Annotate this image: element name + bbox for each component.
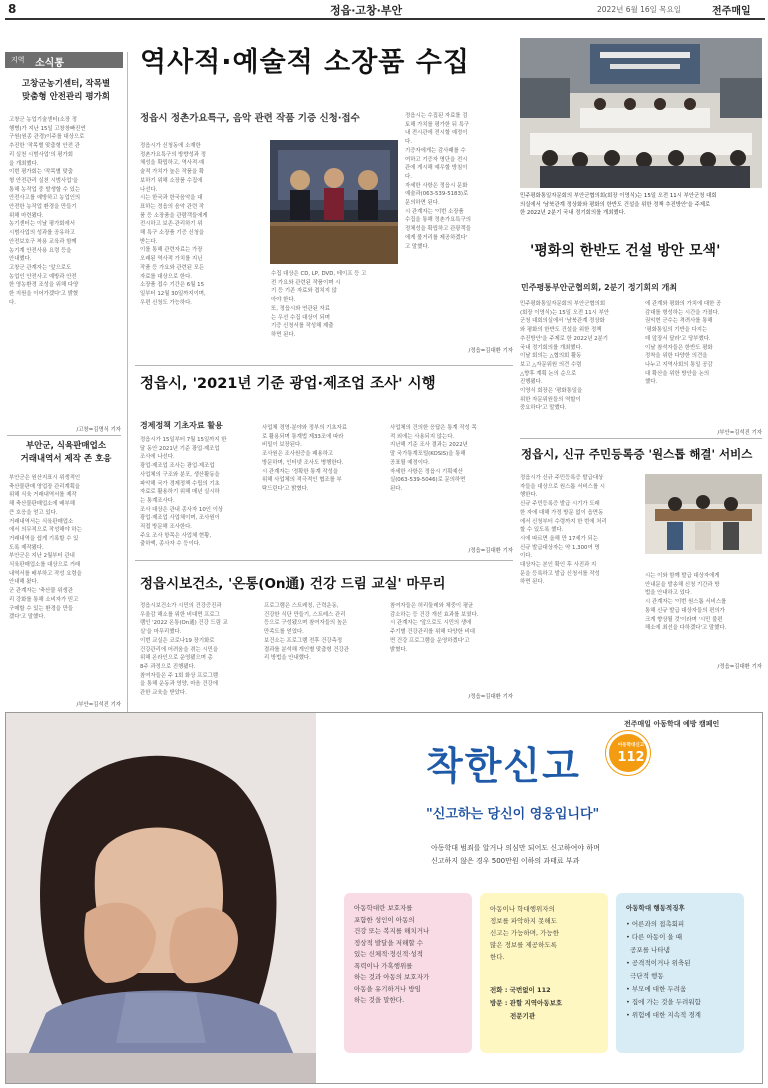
ad-box3-item-6: • 집에 가는 것을 두려워함 xyxy=(626,998,701,1006)
gochang-col2: 시는 이와 함께 발급 대상자에게 안내문을 발송해 신청 기간과 방 법을 안내하고 있다. 시 관계자는 '이번 원스톱 서비스를 통해 신규 발급 대상자들의 편의가 크게 향상될 것'이라며 '시민 불편 해소에 최선을 다하겠다'고 말했다. xyxy=(645,573,727,632)
ad-box3-item-0: • 어른과의 접촉회피 xyxy=(626,920,685,928)
sidebar xyxy=(5,52,125,712)
gochang-col1: 정읍시가 신규 주민등록증 발급대상 자들을 대상으로 원스톱 서비스를 시 행한다. 신규 주민등록증 발급 시기가 도래 한 자에 대해 가정 방문 없이 읍면동 에서 신청부터 수령까지 한 번에 처리 할 수 있도록 했다. 시에 따르면 올해 만 17세가 되는 신규 발급대상자는 약 1,300여 명 이다. 대상자는 본인 확인 후 사진과 지 문을 등록하고 발급 신청서를 작성 하면 된다. xyxy=(520,475,607,586)
peace-col2: 에 관계와 평화의 가치에 대한 공 감대를 형성하는 시간을 가졌다. 권익현 군수는 격려사를 통해 '평화통일의 기반을 다지는 데 앞장서 달라'고 당부했다. 이날 참석자들은 한반도 평화 정착을 위한 다양한 의견을 나누고 지역사회의 통일 공감 대 확산을 위한 방안을 논의 했다. xyxy=(645,301,722,386)
ad-box-report xyxy=(480,893,608,1053)
ad-box2-visit2: 전문기관 xyxy=(510,1012,536,1020)
ad-box3-item-4: 극단적 행동 xyxy=(626,972,664,980)
health-col2: 프로그램은 스트레칭, 근력운동, 건강한 식단 만들기, 스트레스 관리 등으로 구성됐으며 참여자들의 높은 만족도를 얻었다. 보건소는 프로그램 전후 건강측정 결과를 분석해 개인별 맞춤형 건강관 리 방법을 안내했다. xyxy=(264,603,349,662)
ad-top-note: 전주매일 아동학대 예방 캠페인 xyxy=(624,720,720,728)
survey-col1-title: 경제정책 기초자료 활용 xyxy=(140,421,223,430)
survey-divider xyxy=(135,365,513,366)
survey-byline: /정읍=김대환 기자 xyxy=(468,548,513,554)
ad-box3-item-7: • 위험에 대한 지속적 경계 xyxy=(626,1011,701,1019)
concert-photo xyxy=(270,140,398,264)
section-title: 정읍·고창·부안 xyxy=(330,4,403,17)
ad-box3-item-3: • 공격적이거나 위축된 xyxy=(626,959,691,967)
survey-headline: 정읍시, '2021년 기준 광업·제조업 조사' 시행 xyxy=(140,376,436,392)
sidebar-rule xyxy=(127,52,128,712)
health-byline: /정읍=김대환 기자 xyxy=(468,694,513,700)
ad-box3-item-1: • 다른 아동이 울 때 xyxy=(626,933,683,941)
ad-box3-item-2: 공포를 나타냄 xyxy=(626,946,670,954)
survey-col1: 정읍시가 15일부터 7월 15일까지 한 달 동안 2021년 기준 광업·제조업 조사에 나선다. 광업·제조업 조사는 광업·제조업 사업체의 구조와 분포, 생산활동을 파악해 국가 경제정책 수립의 기초 자료로 활용하기 위해 매년 실시하 는 통계조사다. 조사 대상은 관내 종사자 10인 이상 광업·제조업 사업체이며, 조사원이 직접 방문해 조사한다. 주요 조사 항목은 사업체 현황, 출하액, 종사자 수 등이다. xyxy=(140,437,227,548)
ad-box2-tel: 전화 : 국번없이 112 xyxy=(490,986,551,994)
ad-box1-text: 아동학대란 보호자를 포함한 성인이 아동의 건강 또는 복지를 해치거나 정상적 발달을 저해할 수 있는 신체적·정신적·성적 폭력이나 가혹행위를 하는 것과 아동의 보호자가 아동을 유기하거나 방임 하는 것을 말한다. xyxy=(354,904,430,1004)
meeting-photo xyxy=(520,38,762,188)
ad-frame xyxy=(5,712,763,1084)
ad-box3-item-5: • 부모에 대한 두려움 xyxy=(626,985,687,993)
ad-box3-title: 아동학대 행동적징후 xyxy=(626,904,685,912)
sidebar-item1-title: 고창군농기센터, 작목별 맞춤형 안전관리 평가회 xyxy=(21,79,111,102)
sidebar-label-box xyxy=(5,52,123,68)
photo-caption: 민주평화통일자문회의 부안군협의회(회장 이영식)는 15일 오전 11시 부안군청 대회 의실에서 '남북관계 정상화와 평화의 한반도 건설을 위한 정책 추진방안'을 주제로 한 2022년 2분기 국내 정기회의를 개최했다. xyxy=(520,193,717,217)
paper-name: 전주매일 xyxy=(712,6,751,17)
ad-box-signs xyxy=(616,893,744,1053)
ad-box2-visit1: 방문 : 관할 지역아동보호 xyxy=(490,999,563,1007)
survey-col2: 사업체 경영·분야와 정부의 기초자료 로 활용되며 통계법 제33조에 따라 비밀이 보장된다. 조사원은 조사원증을 패용하고 방문하며, 인터넷 조사도 병행한다. 시 관계자는 '정확한 통계 작성을 위해 사업체의 적극적인 협조를 부 탁드린다'고 밝혔다. xyxy=(262,425,347,492)
right-divider-1 xyxy=(520,438,762,439)
header-rule xyxy=(5,18,765,20)
ad-badge-number: 112 xyxy=(617,750,645,765)
main-col3: 정읍시는 수집된 자료를 검 토해 가치를 평가한 뒤 특구 내 전시관에 전시할 예정이 다. 기증자에게는 감사패를 수 여하고 기증자 명단을 전시 관에 게시해 예우할 방침이 다. 자세한 사항은 정읍시 문화 예술과(063-539-5183)로 문의하면 된다. 시 관계자는 '이번 소장품 수집을 통해 정촌가요특구의 정체성을 확립하고 관광객들 에게 볼거리를 제공하겠다' 고 말했다. xyxy=(405,113,471,250)
ad-badge-small: 아동학대신고 xyxy=(617,743,645,748)
ad-sub1: 아동학대 범죄를 알거나 의심만 되어도 신고하여야 하며 xyxy=(431,844,600,852)
sidebar-item1-byline: /고창=김명식 기자 xyxy=(76,427,121,433)
main-col1: 정읍시가 신청동에 소재한 정촌가요특구의 방향성과 정 체성을 확립하고, 역사적·예 술적 가치가 높은 작품을 확 보하기 위해 소장품 수집에 나선다. 시는 한국과 한국음악을 대 표하는 정읍의 음악 관련 작 품 등 소장품을 관람객들에게 전시하고 보존·관리하기 위 해 특구 소장품 기증 신청을 받는다. 이를 통해 관련자료는 가장 오래된 역사적 가치를 지닌 작품 등 가요와 관련된 모든 자료를 대상으로 한다. 소장품 접수 기간은 6월 15 일부터 12월 30일까지이며, 우편 신청도 가능하다. xyxy=(140,143,208,306)
sidebar-item2-title: 부안군, 식육판매업소 거래내역서 제작 존 호응 xyxy=(20,441,112,464)
page-header xyxy=(0,0,768,18)
ad-logo-text: 착한신고 xyxy=(426,744,581,788)
peace-byline: /부안=김석진 기자 xyxy=(717,430,762,436)
sidebar-box-title: 소식통 xyxy=(35,58,64,69)
main-subheadline: 정읍시 정촌가요특구, 음악 관련 작품 기증 신청·접수 xyxy=(140,113,360,124)
ad-badge xyxy=(606,731,650,775)
sidebar-item2-byline: /부안=김석진 기자 xyxy=(76,702,121,708)
peace-col1: 민주평화통일자문회의 부안군협의회 (회장 이영식)는 15일 오전 11시 부안 군청 대회의실에서 '남북관계 정상화 와 평화의 한반도 건설을 위한 정책 추진방안'을 주제로 한 2022년 2분기 국내 정기회의를 개최했다. 이날 회의는 △협의회 활동 보고 △자문위원 의견 수렴 △향후 계획 논의 순으로 진행됐다. 이영식 회장은 '평화통일을 위한 자문위원들의 역할이 중요하다'고 말했다. xyxy=(520,301,609,412)
main-headline: 역사적·예술적 소장품 수집 xyxy=(140,47,470,78)
ad-sub2: 신고하지 않은 경우 500만원 이하의 과태료 부과 xyxy=(431,857,580,865)
page-number: 8 xyxy=(8,2,17,16)
survey-col3: 사업체의 건의한 응답은 통계 작성 목 적 외에는 사용되지 않는다. 지난해 기준 조사 결과는 2022년 말 국가통계포털(KOSIS)을 통해 공표될 예정이다. 자세한 사항은 정읍시 기획예산 실(063-539-5046)로 문의하면 된다. xyxy=(390,425,477,492)
peace-headline: '평화의 한반도 건설 방안 모색' xyxy=(530,243,721,259)
gochang-photo xyxy=(645,474,762,554)
ad-slogan: "신고하는 당신이 영웅입니다" xyxy=(426,807,600,822)
ad-box-definition xyxy=(344,893,472,1053)
health-col1: 정읍시보건소가 시민의 건강증진과 우울감 해소를 위한 비대면 프로그 램인 '2022 온통(On通) 건강 드림 교 실'을 마무리했다. 이번 교실은 코로나19 장기화로 건강관리에 어려움을 겪는 시민을 위해 온라인으로 운영됐으며 총 8주 과정으로 진행됐다. 참여자들은 주 1회 화상 프로그램 을 통해 운동과 영양, 마음 건강에 관한 교육을 받았다. xyxy=(140,603,228,697)
gochang-byline: /정읍=김대환 기자 xyxy=(717,664,762,670)
health-headline: 정읍시보건소, '온통(On通) 건강 드림 교실' 마무리 xyxy=(140,576,446,592)
peace-subheadline: 민주평통부안군협의회, 2분기 정기회의 개최 xyxy=(521,283,678,292)
ad-box2-body: 아동이나 학대행위자의 정보를 파악하지 못해도 신고는 가능하며, 가능한 많은 정보를 제공하도록 한다. xyxy=(490,905,559,961)
issue-date: 2022년 6월 16일 목요일 xyxy=(597,5,682,14)
gochang-headline: 정읍시, 신규 주민등록증 '원스톱 해결' 서비스 xyxy=(521,447,753,461)
sidebar-label: 지역 xyxy=(11,56,25,64)
main-byline: /정읍=김대환 기자 xyxy=(468,348,513,354)
sidebar-divider xyxy=(7,435,121,436)
sidebar-item1-body: 고창군 농업기술센터(소장 정 행병)가 지난 15일 고창창빠진연 구원(원종 관경)이주를 대상으로 추진한 '작목별 맞춤형 안전 관 리 실천 시범사업'의 평가회 을 개최했다. 이번 평가회는 '작목별 맞춤 형 안전관리 실천 시범사업'을 통해 농작업 중 발생할 수 있는 안전사고를 예방하고 농업인의 안전한 농작업 환경을 만들기 위해 마련됐다. 농기센터는 이날 평가회에서 시범사업의 성과를 공유하고 안전보호구 착용 교육과 함께 농기계 안전사용 요령 등을 안내했다. 고창군 관계자는 '앞으로도 농업인 안전사고 예방과 안전 한 영농환경 조성을 위해 다양 한 지원을 이어가겠다'고 밝혔 다. xyxy=(9,117,86,306)
health-col3: 참여자들은 허리둘레와 체중이 평균 감소하는 등 건강 개선 효과를 보였다. 시 관계자는 '앞으로도 시민의 생애 주기별 건강관리를 위해 다양한 비대 면 건강 프로그램을 운영하겠다'고 밝혔다. xyxy=(390,603,479,653)
sidebar-item2-body: 부안군은 원산지표시 위생적인 축산물판매 영업장 관리계획을 위해 식육 거래내역서를 제작 해 축산물판매업소에 배부해 큰 호응을 얻고 있다. 거래내역서는 식육판매업소 에서 의무적으로 작성해야 하는 거래내역을 쉽게 기록할 수 있 도록 제작됐다. 부안군은 지난 2월부터 관내 식육판매업소를 대상으로 거래 내역서를 배부하고 작성 요령을 안내해 왔다. 군 관계자는 '축산물 위생관 리 강화를 통해 소비자가 믿고 구매할 수 있는 환경을 만들 겠다'고 말했다. xyxy=(9,475,82,621)
ad-child-photo xyxy=(6,713,316,1083)
health-divider xyxy=(135,560,513,561)
main-col2: 수집 대상은 CD, LP, DVD, 테이프 등 고 전 가요와 관련된 작품이며 시 기 등 기존 자료와 겹치지 않 아야 한다. 또, 정읍시와 연관된 자료 는 우선 수집 대상이 되며 기증 신청서를 작성해 제출 하면 된다. xyxy=(271,271,367,338)
